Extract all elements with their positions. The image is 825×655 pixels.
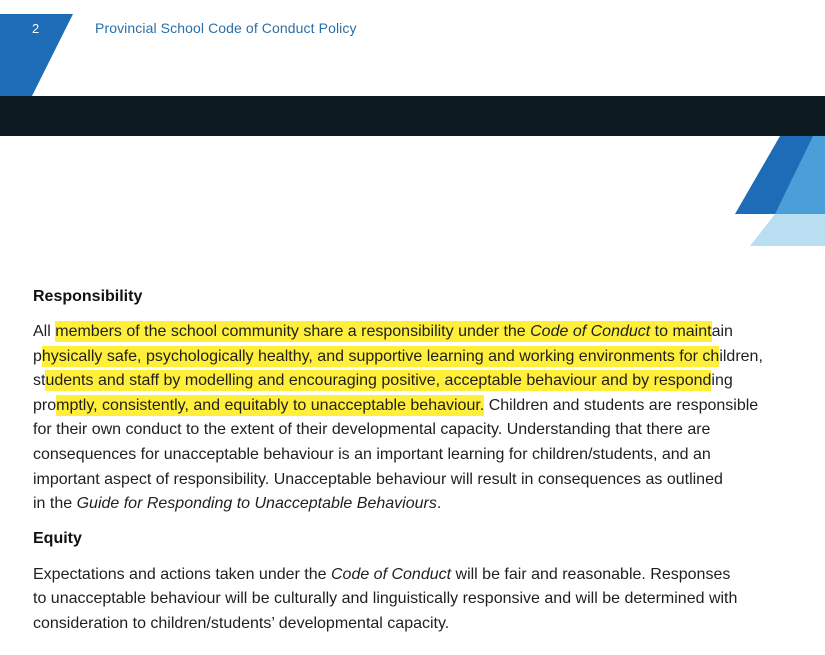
decorative-corner-shapes (720, 136, 825, 246)
text-line: important aspect of responsibility. Unacceptable behaviour will result in consequences as outlined (33, 470, 723, 488)
highlighted-text: mptly, consistently, and equitably to unacceptable behaviour. (56, 396, 485, 414)
text-line: Expectations and actions taken under the Code of Conduct will be fair and reasonable. Responses (33, 565, 731, 583)
responsibility-heading: Responsibility (33, 288, 143, 305)
text-line: to unacceptable behaviour will be culturally and linguistically responsive and will be determined with (33, 590, 738, 608)
text-line: students and staff by modelling and encouraging positive, acceptable behaviour and by responding (33, 372, 733, 390)
page-header (0, 0, 825, 96)
highlighted-text: members of the school community share a responsibility under the Code of Conduct to maint (55, 323, 712, 340)
page-number-tab-shape (0, 0, 80, 96)
text-line: physically safe, psychologically healthy, and supportive learning and working environments for children, (33, 347, 763, 365)
equity-paragraph (33, 563, 825, 637)
equity-heading: Equity (33, 529, 82, 547)
highlighted-text: udents and staff by modelling and encouraging positive, acceptable behaviour and by respond (45, 372, 712, 390)
page-number: 2 (32, 21, 40, 36)
highlighted-text: hysically safe, psychologically healthy, and supportive learning and working environments for ch (41, 347, 720, 365)
text-line: for their own conduct to the extent of their developmental capacity. Understanding that there are (33, 421, 711, 439)
text-line: in the Guide for Responding to Unacceptable Behaviours. (33, 495, 442, 513)
document-title: Provincial School Code of Conduct Policy (95, 20, 357, 36)
text-line: All members of the school community share a responsibility under the Code of Conduct to maintain (33, 323, 733, 340)
text-line: consequences for unacceptable behaviour is an important learning for children/students, and an (33, 445, 711, 463)
text-line: consideration to children/students’ developmental capacity. (33, 614, 450, 632)
policy-content (33, 285, 825, 637)
responsibility-paragraph (33, 320, 825, 517)
header-dark-band (0, 96, 825, 136)
text-line: promptly, consistently, and equitably to unacceptable behaviour. Children and students are responsible (33, 396, 759, 414)
